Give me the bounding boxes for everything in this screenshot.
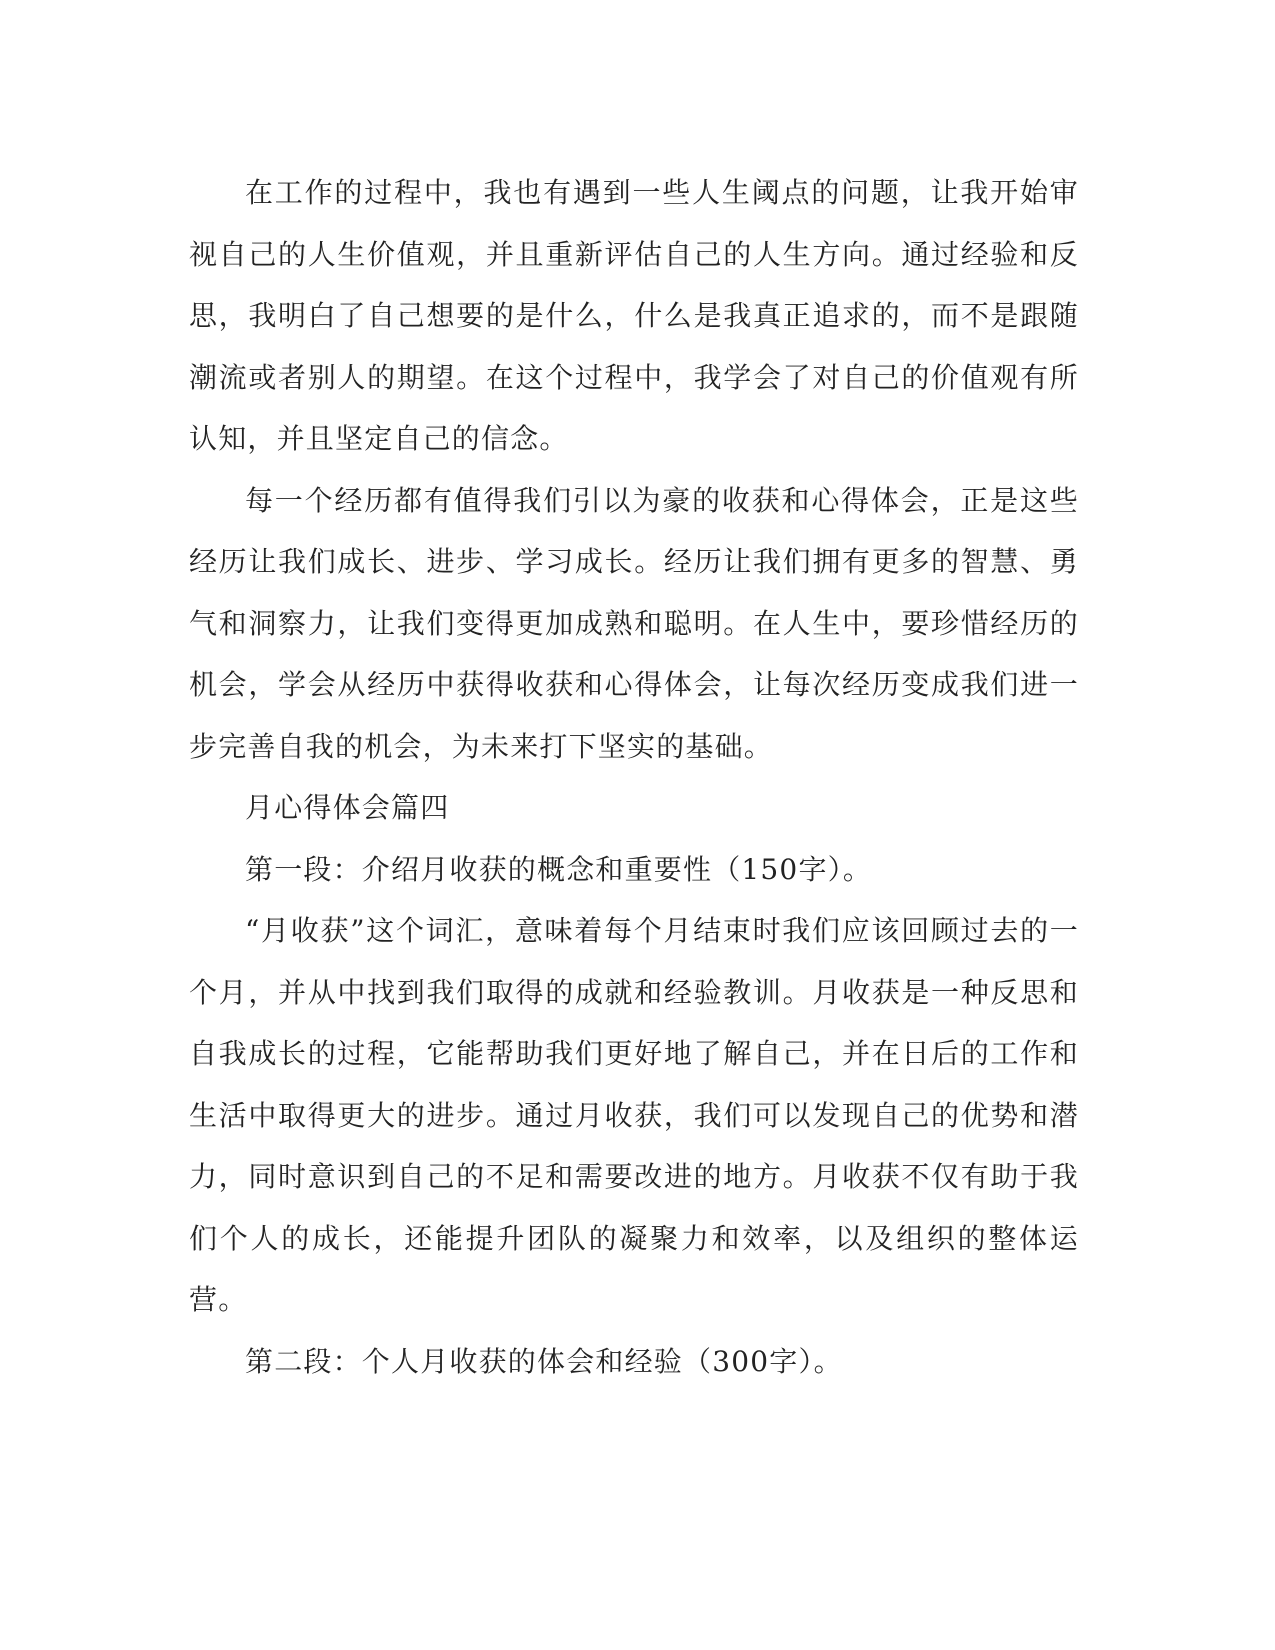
paragraph-monthly-harvest: “月收获”这个词汇，意味着每个月结束时我们应该回顾过去的一个月，并从中找到我们取得的成就和经验教训。月收获是一种反思和自我成长的过程，它能帮助我们更好地了解自己，并在日后的工作和生活中取得更大的进步。通过月收获，我们可以发现自己的优势和潜力，同时意识到自己的不足和需要改进的地方。月收获不仅有助于我们个人的成长，还能提升团队的凝聚力和效率，以及组织的整体运营。 (189, 914, 1079, 1316)
document-body (189, 162, 1079, 1392)
paragraph-experience-gains: 每一个经历都有值得我们引以为豪的收获和心得体会，正是这些经历让我们成长、进步、学习成长。经历让我们拥有更多的智慧、勇气和洞察力，让我们变得更加成熟和聪明。在人生中，要珍惜经历的机会，学会从经历中获得收获和心得体会，让每次经历变成我们进一步完善自我的机会，为未来打下坚实的基础。 (189, 483, 1079, 763)
section-heading: 月心得体会篇四 (245, 791, 450, 824)
segment-two-title: 第二段：个人月收获的体会和经验（300字）。 (245, 1344, 843, 1378)
segment-one-title: 第一段：介绍月收获的概念和重要性（150字）。 (245, 852, 873, 886)
paragraph-life-values: 在工作的过程中，我也有遇到一些人生阈点的问题，让我开始审视自己的人生价值观，并且重新评估自己的人生方向。通过经验和反思，我明白了自己想要的是什么，什么是我真正追求的，而不是跟随潮流或者别人的期望。在这个过程中，我学会了对自己的价值观有所认知，并且坚定自己的信念。 (189, 176, 1079, 455)
